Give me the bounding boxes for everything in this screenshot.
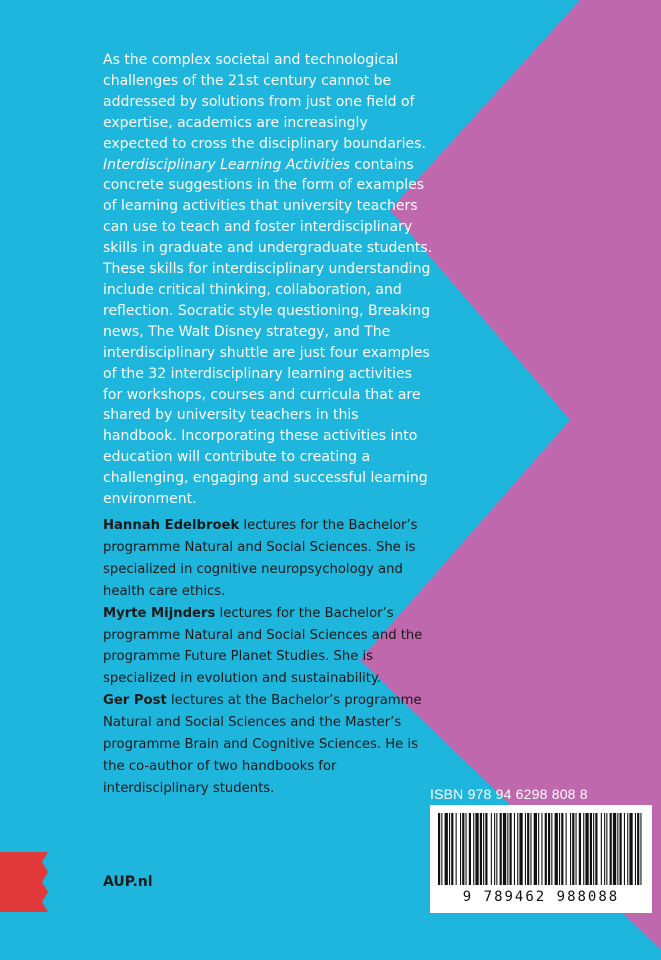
barcode-digits: 9 789462 988088 (462, 889, 620, 905)
barcode-bar (469, 813, 471, 885)
barcode-bar (570, 813, 571, 885)
blurb-part-2: contains concrete suggestions in the form of examples of learning activities that university teachers can use to teach and foster interdisciplinary skills in graduate and undergraduate students. These skills for interdisciplinary understanding include critical thinking, collaboration, and reflection. Socratic style questioning, Breaking news, The Walt Disney strategy, and The interdisciplinary shuttle are just four examples of the 32 interdisciplinary learning activities for workshops, courses and curricula that are shared by university teachers in this handbook. Incorporating these activities into education will contribute to creating a challenging, engaging and successful learning environment. (103, 156, 433, 508)
barcode-bar (637, 813, 639, 885)
barcode-bar (449, 813, 450, 885)
barcode-bar (441, 813, 442, 885)
barcode-bar (561, 813, 563, 885)
book-title-italic: Interdisciplinary Learning Activities (103, 156, 350, 173)
barcode-bar (610, 813, 612, 885)
barcode-bar (438, 813, 440, 885)
barcode-bar (572, 813, 574, 885)
barcode-bar (462, 813, 464, 885)
author-bio-text: lectures for the Bachelor’s programme Natural and Social Sciences. She is specialized in cognitive neuropsychology and health care ethics. (103, 518, 418, 599)
barcode-bar (491, 813, 492, 885)
barcode-bar (590, 813, 592, 885)
barcode-bar (534, 813, 537, 885)
barcode-bar (627, 813, 628, 885)
barcode-bar (538, 813, 539, 885)
barcode-bar (601, 813, 602, 885)
barcode-bar (451, 813, 453, 885)
barcode-bar (559, 813, 560, 885)
barcode-bar (456, 813, 457, 885)
author-bio (103, 603, 433, 691)
barcode-bar (480, 813, 482, 885)
barcode-bar (620, 813, 622, 885)
blurb-part-1: As the complex societal and technological challenges of the 21st century cannot be addressed by solutions from just one field of expertise, academics are increasingly expected to cross the disciplinary boundaries. (103, 52, 426, 152)
barcode-bar (483, 813, 484, 885)
barcode-bar (548, 813, 550, 885)
barcode-bar (545, 813, 547, 885)
barcode-bar (485, 813, 487, 885)
barcode-bar (595, 813, 597, 885)
barcode-bar (503, 813, 506, 885)
barcode-bar (510, 813, 512, 885)
author-name: Ger Post (103, 693, 167, 709)
barcode-bar (500, 813, 502, 885)
barcode-bar (541, 813, 542, 885)
blurb-text (103, 50, 433, 510)
barcode-bar (445, 813, 448, 885)
author-bio (103, 690, 433, 800)
barcode-bar (517, 813, 518, 885)
barcode-bar (566, 813, 567, 885)
barcode-bar (635, 813, 636, 885)
barcode-bar (585, 813, 588, 885)
barcode-bar (593, 813, 594, 885)
barcode-bar (527, 813, 529, 885)
barcode-bar (496, 813, 497, 885)
author-bio-text: lectures at the Bachelor’s programme Natural and Social Sciences and the Master’s programme Brain and Cognitive Sciences. He is the co-author of two handbooks for interdisciplinary students. (103, 693, 422, 796)
barcode-bar (640, 813, 641, 885)
barcode-bar (507, 813, 508, 885)
barcode-bar (460, 813, 461, 885)
barcode-bar (519, 813, 522, 885)
barcode-bar (583, 813, 584, 885)
author-bios (103, 515, 433, 800)
barcode-bar (494, 813, 495, 885)
barcode-bar (617, 813, 618, 885)
barcode-bar (613, 813, 616, 885)
author-name: Myrte Mijnders (103, 605, 216, 621)
barcode-bar (606, 813, 607, 885)
publisher-url[interactable]: AUP.nl (103, 874, 153, 890)
barcode-bar (579, 813, 581, 885)
author-name: Hannah Edelbroek (103, 518, 240, 533)
barcode-bar (576, 813, 577, 885)
barcode-bar (604, 813, 605, 885)
barcode (430, 805, 652, 913)
barcode-bar (530, 813, 531, 885)
barcode-bar (525, 813, 526, 885)
barcode-bars (438, 813, 644, 893)
barcode-bar (624, 813, 625, 885)
barcode-bar (629, 813, 632, 885)
barcode-bar (555, 813, 558, 885)
isbn-label: ISBN 978 94 6298 808 8 (430, 786, 588, 802)
barcode-bar (514, 813, 515, 885)
barcode-bar (473, 813, 474, 885)
barcode-bar (466, 813, 467, 885)
barcode-bar (475, 813, 478, 885)
author-bio-text: lectures for the Bachelor’s programme Natural and Social Sciences and the programme Future Planet Studies. She is specialized in evolution and sustainability. (103, 605, 423, 687)
red-zigzag-tab (0, 852, 48, 912)
author-bio (103, 515, 433, 603)
barcode-bar (551, 813, 552, 885)
